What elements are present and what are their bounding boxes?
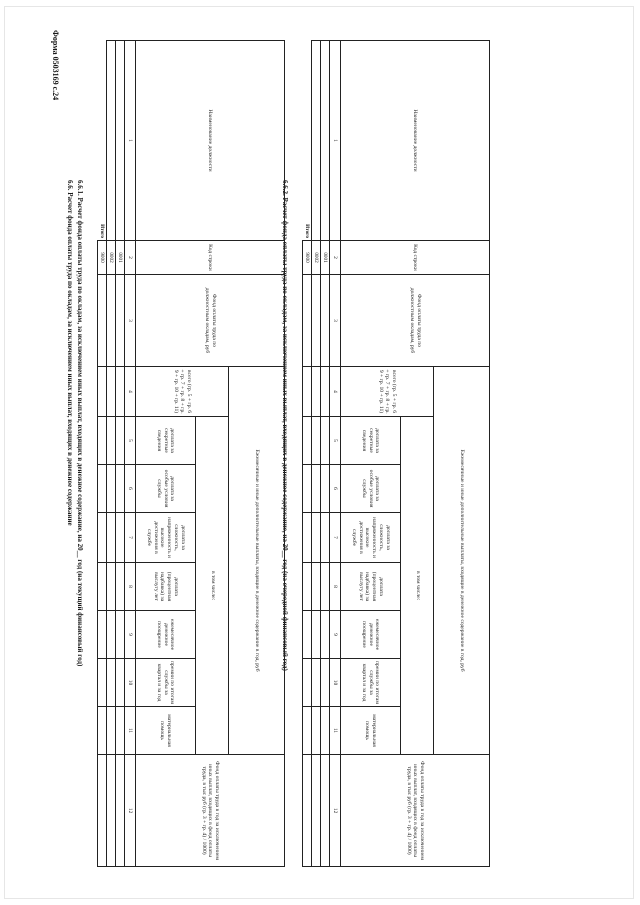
col-num: 1 xyxy=(329,41,340,241)
header-in-that: в том числе: xyxy=(400,417,433,755)
row-code: 0002 xyxy=(311,241,320,275)
header-group: Ежемесячные и иные дополнительные выплаты, входящие в денежное содержание в год, руб xyxy=(434,367,490,755)
header-total: всего (гр. 5 + гр. 6 + гр. 7 + гр. 8 + гр. 9 + гр. 10 + гр. 11) xyxy=(340,367,433,417)
col-num: 5 xyxy=(329,417,340,465)
col-num: 2 xyxy=(124,241,135,275)
header-name: Наименование должности xyxy=(340,41,489,241)
heading-6-6-1: 6.6.1. Расчет фонда оплаты труда по окладам, за исключением иных выплат, входящих в денежное содержание, на 20__ год (на текущий финансовый год) xyxy=(76,180,84,667)
header-premium: доплата (процентная надбавка) за выслугу лет xyxy=(135,563,195,611)
header-name: Наименование должности xyxy=(135,41,284,241)
col-num: 9 xyxy=(124,611,135,659)
header-group: Ежемесячные и иные дополнительные выплаты, входящие в денежное содержание в год, руб xyxy=(229,367,285,755)
col-num: 3 xyxy=(329,275,340,367)
header-aid: материальная помощь xyxy=(340,707,400,755)
table-current-year xyxy=(97,40,285,867)
col-num: 8 xyxy=(124,563,135,611)
col-num: 5 xyxy=(124,417,135,465)
table-next-year xyxy=(302,40,490,867)
col-num: 1 xyxy=(124,41,135,241)
table-row xyxy=(115,41,124,867)
col-num: 10 xyxy=(329,659,340,707)
col-num: 6 xyxy=(124,465,135,513)
header-special: доплата за особые условия службы xyxy=(135,465,195,513)
total-label: Итого xyxy=(98,224,105,238)
header-complexity: доплата за сложность, напряженность и высокие достижения в службе xyxy=(340,513,400,563)
row-code: 0002 xyxy=(106,241,115,275)
header-premium: доплата (процентная надбавка) за выслугу лет xyxy=(340,563,400,611)
header-monthly: ежемесячное денежное поощрение xyxy=(340,611,400,659)
header-secret: доплата за секретные сведения xyxy=(135,417,195,465)
table-total-row xyxy=(303,41,312,867)
header-total: всего (гр. 5 + гр. 6 + гр. 7 + гр. 8 + гр. 9 + гр. 10 + гр. 11) xyxy=(135,367,228,417)
col-num: 4 xyxy=(329,367,340,417)
row-code: 0001 xyxy=(115,241,124,275)
row-code: 0001 xyxy=(320,241,329,275)
header-special: доплата за особые условия службы xyxy=(340,465,400,513)
header-in-that: в том числе: xyxy=(195,417,228,755)
col-num: 11 xyxy=(124,707,135,755)
col-num: 4 xyxy=(124,367,135,417)
heading-6-6-2: 6.6.2. Расчет фонда оплаты труда по окладам, за исключением иных выплат, входящих в денежное содержание, на 20__ год (на очередной финансовый год) xyxy=(281,180,289,671)
header-monthly: ежемесячное денежное поощрение xyxy=(135,611,195,659)
col-num: 12 xyxy=(124,755,135,867)
header-fund-total: Фонд оплаты труда в год за исключением иных выплат, входящих в фонд оплаты труда, в тыс руб (гр. 3 + гр. 4) / 1000) xyxy=(135,755,284,867)
header-fund-salary: Фонд оплаты труда по должностным окладам, руб xyxy=(340,275,489,367)
header-code: Код строки xyxy=(340,241,489,275)
col-num: 2 xyxy=(329,241,340,275)
col-num: 7 xyxy=(329,513,340,563)
header-code: Код строки xyxy=(135,241,284,275)
table-row xyxy=(311,41,320,867)
heading-6-6: 6.6. Расчет фонда оплаты труда по окладам, за исключением иных выплат, входящих в денежное содержание xyxy=(66,180,74,526)
col-num: 8 xyxy=(329,563,340,611)
table-row xyxy=(320,41,329,867)
col-num: 11 xyxy=(329,707,340,755)
header-quarterly: премии по итогам службы за квартал и за год xyxy=(340,659,400,707)
col-num: 10 xyxy=(124,659,135,707)
total-label: Итого xyxy=(303,224,310,238)
header-fund-salary: Фонд оплаты труда по должностным окладам, руб xyxy=(135,275,284,367)
col-num: 12 xyxy=(329,755,340,867)
table-row xyxy=(106,41,115,867)
header-secret: доплата за секретные сведения xyxy=(340,417,400,465)
col-num: 3 xyxy=(124,275,135,367)
header-aid: материальная помощь xyxy=(135,707,195,755)
header-quarterly: премии по итогам службы за квартал и за год xyxy=(135,659,195,707)
col-num: 6 xyxy=(329,465,340,513)
table-total-row xyxy=(98,41,107,867)
col-num: 7 xyxy=(124,513,135,563)
header-fund-total: Фонд оплаты труда в год за исключением иных выплат, входящих в фонд оплаты труда, в тыс руб (гр. 3 + гр. 4) / 1000) xyxy=(340,755,489,867)
form-code: Форма 0503169 с.24 xyxy=(51,30,60,101)
col-num: 9 xyxy=(329,611,340,659)
total-code: 9000 xyxy=(303,241,312,275)
total-code: 9000 xyxy=(98,241,107,275)
header-complexity: доплата за сложность, напряженность и высокие достижения в службе xyxy=(135,513,195,563)
